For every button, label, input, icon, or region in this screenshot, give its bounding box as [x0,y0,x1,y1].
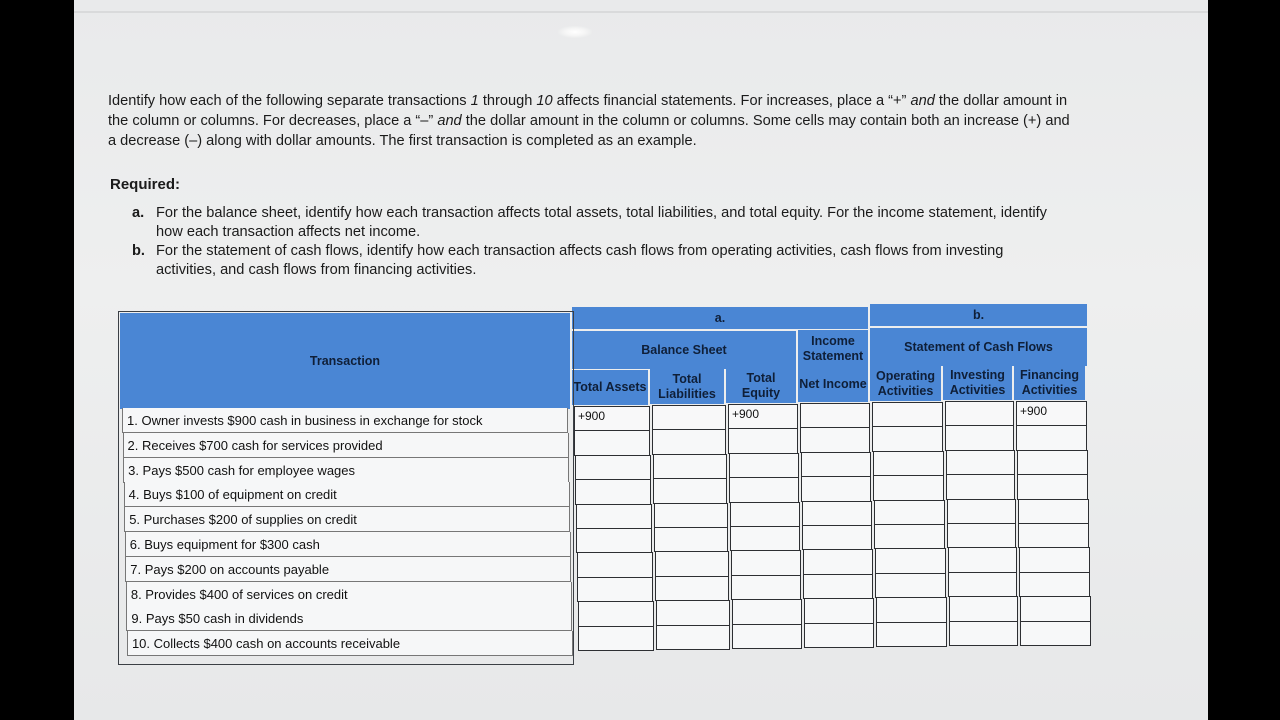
cell-row3-net-income[interactable] [801,452,871,477]
cell-row10-operating-activities[interactable] [876,622,947,647]
top-divider [74,11,1208,13]
requirement-a-text: For the balance sheet, identify how each transaction affects total assets, total liabilities, and total equity. For the income statement, identify how each transaction affects net income. [156,205,1047,240]
requirement-b-letter: b. [132,243,145,259]
cell-row4-net-income[interactable] [801,476,871,501]
screen-glare [558,26,592,38]
group-a-header: a. [572,307,868,329]
transaction-row-label: 1. Owner invests $900 cash in business in exchange for stock [122,408,568,433]
requirement-b [132,242,1052,280]
cell-row6-operating-activities[interactable] [874,524,945,549]
cell-row2-financing-activities[interactable] [1016,425,1087,450]
cell-row5-net-income[interactable] [802,501,872,526]
transaction-row-label: 7. Pays $200 on accounts payable [125,557,571,582]
group-b-header: b. [870,304,1087,326]
cell-row7-operating-activities[interactable] [875,548,946,573]
cell-row9-financing-activities[interactable] [1020,596,1091,621]
transactions-table [118,303,1088,665]
total-equity-header: Total Equity [726,368,796,403]
transaction-row-label: 4. Buys $100 of equipment on credit [124,482,570,507]
transaction-row-label: 5. Purchases $200 of supplies on credit [124,507,570,532]
cell-row8-total-liabilities[interactable] [655,576,729,601]
transaction-column-header: Transaction [120,313,570,409]
cell-row4-operating-activities[interactable] [873,475,944,500]
cell-row5-operating-activities[interactable] [874,500,945,525]
transaction-row-label: 6. Buys equipment for $300 cash [125,532,571,557]
cell-row6-total-liabilities[interactable] [654,527,728,552]
transaction-row-label: 10. Collects $400 cash on accounts receivable [127,631,573,656]
cell-row9-total-liabilities[interactable] [656,600,730,625]
transaction-row-label: 9. Pays $50 cash in dividends [126,606,572,631]
requirement-a-letter: a. [132,205,145,221]
cell-row2-operating-activities[interactable] [872,426,943,451]
cell-row9-total-equity[interactable] [732,599,802,624]
requirements-list [132,204,1052,280]
cell-row1-total-liabilities [652,405,726,430]
cell-row7-total-assets[interactable] [577,552,653,577]
cell-row5-total-assets[interactable] [576,504,652,529]
total-assets-header: Total Assets [572,370,648,405]
instructions-paragraph: Identify how each of the following separate transactions 1 through 10 affects financial statements. For increases, place a “+” and the dollar amount in the column or columns. For decreases, place a “–” and the dollar amount in the column or columns. Some cells may contain both an increase (+) and a decrease (–) along with dollar amounts. The first transaction is completed as an example. [108,93,1070,149]
cash-flows-header: Statement of Cash Flows [870,328,1087,366]
cell-row7-investing-activities[interactable] [948,547,1017,572]
cell-row5-financing-activities[interactable] [1018,499,1089,524]
cell-row6-net-income[interactable] [802,525,872,550]
transaction-row-label: 8. Provides $400 of services on credit [126,582,572,607]
cell-row1-investing-activities [945,401,1014,426]
cell-row10-total-liabilities[interactable] [656,625,730,650]
cell-row8-total-equity[interactable] [731,575,801,600]
cell-row10-total-equity[interactable] [732,624,802,649]
cell-row6-total-assets[interactable] [576,528,652,553]
cell-row2-total-assets[interactable] [574,430,650,455]
cell-row6-financing-activities[interactable] [1018,523,1089,548]
cell-row2-investing-activities[interactable] [945,425,1014,450]
cell-row4-financing-activities[interactable] [1017,474,1088,499]
cell-row10-financing-activities[interactable] [1020,621,1091,646]
investing-activities-header: Investing Activities [943,365,1012,400]
cell-row9-operating-activities[interactable] [876,597,947,622]
cell-row5-investing-activities[interactable] [947,499,1016,524]
cell-row7-financing-activities[interactable] [1019,547,1090,572]
balance-sheet-header: Balance Sheet [572,331,796,369]
cell-row3-total-assets[interactable] [575,455,651,480]
cell-row8-net-income[interactable] [803,574,873,599]
cell-row7-total-liabilities[interactable] [655,551,729,576]
transaction-row-label: 2. Receives $700 cash for services provided [123,433,569,458]
cell-row6-total-equity[interactable] [730,526,800,551]
cell-row9-total-assets[interactable] [578,601,654,626]
cell-row9-investing-activities[interactable] [949,596,1018,621]
cell-row3-total-liabilities[interactable] [653,454,727,479]
cell-row3-total-equity[interactable] [729,453,799,478]
cell-row5-total-liabilities[interactable] [654,503,728,528]
financing-activities-header: Financing Activities [1014,365,1085,400]
cell-row8-total-assets[interactable] [577,577,653,602]
requirement-b-text: For the statement of cash flows, identify how each transaction affects cash flows from operating activities, cash flows from investing activities, and cash flows from financing activities. [156,243,1004,278]
cell-row1-total-equity: +900 [728,404,798,429]
cell-row3-operating-activities[interactable] [873,451,944,476]
cell-row8-financing-activities[interactable] [1019,572,1090,597]
cell-row1-total-assets: +900 [574,406,650,431]
cell-row7-total-equity[interactable] [731,550,801,575]
cell-row1-net-income [800,403,870,428]
total-liabilities-header: Total Liabilities [650,369,724,404]
cell-row4-total-assets[interactable] [575,479,651,504]
cell-row9-net-income[interactable] [804,598,874,623]
cell-row4-investing-activities[interactable] [946,474,1015,499]
cell-row3-financing-activities[interactable] [1017,450,1088,475]
cell-row5-total-equity[interactable] [730,502,800,527]
cell-row2-total-liabilities[interactable] [652,429,726,454]
cell-row8-investing-activities[interactable] [948,572,1017,597]
cell-row1-financing-activities: +900 [1016,401,1087,426]
cell-row4-total-equity[interactable] [729,477,799,502]
cell-row2-total-equity[interactable] [728,428,798,453]
cell-row2-net-income[interactable] [800,427,870,452]
cell-row10-investing-activities[interactable] [949,621,1018,646]
cell-row3-investing-activities[interactable] [946,450,1015,475]
income-statement-header: Income Statement [798,330,868,368]
cell-row10-net-income[interactable] [804,623,874,648]
cell-row8-operating-activities[interactable] [875,573,946,598]
net-income-header: Net Income [798,367,868,402]
cell-row1-operating-activities [872,402,943,427]
cell-row7-net-income[interactable] [803,549,873,574]
cell-row10-total-assets[interactable] [578,626,654,651]
requirement-a [132,204,1052,242]
transaction-row-label: 3. Pays $500 cash for employee wages [123,458,569,483]
operating-activities-header: Operating Activities [870,366,941,401]
cell-row4-total-liabilities[interactable] [653,478,727,503]
cell-row6-investing-activities[interactable] [947,523,1016,548]
required-heading: Required: [110,176,181,193]
